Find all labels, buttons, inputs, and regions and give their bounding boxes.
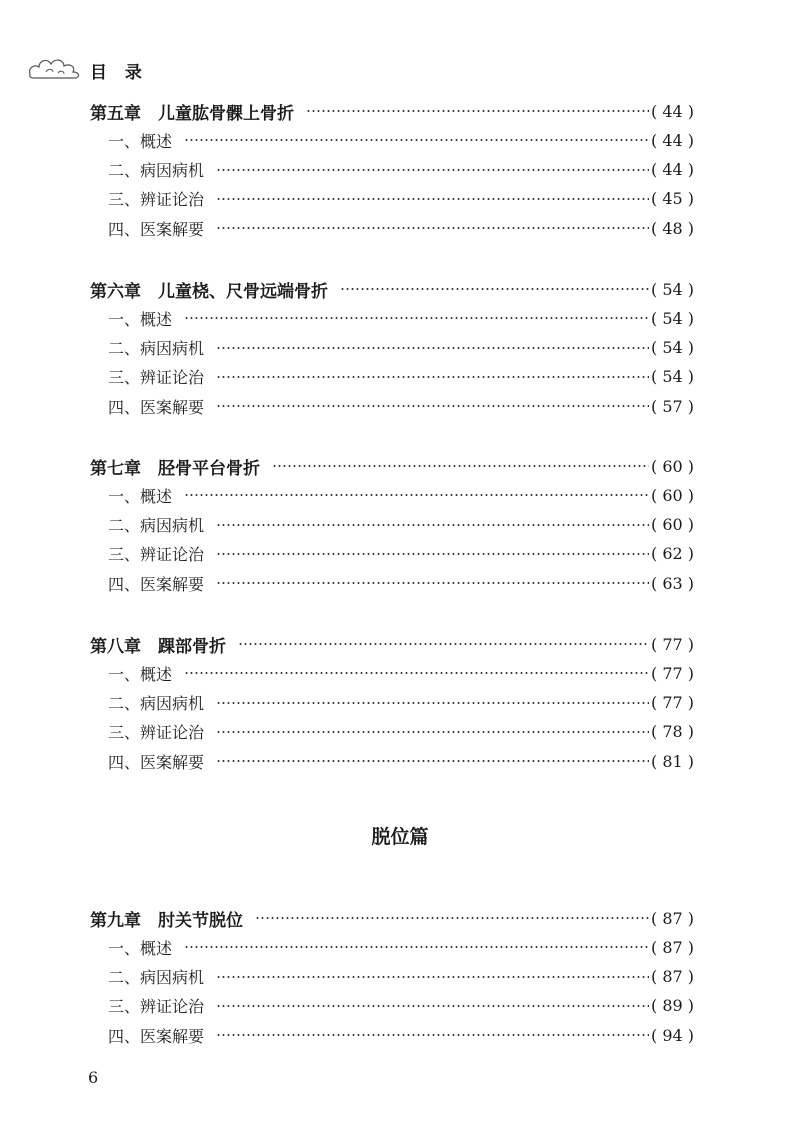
section-title: 一、概述	[108, 938, 173, 958]
dot-leader	[216, 227, 649, 229]
dot-leader	[216, 524, 649, 526]
page-number: 6	[88, 1068, 99, 1087]
dot-leader	[216, 347, 649, 349]
section-title: 二、病因病机	[108, 339, 205, 359]
page-ref: ( 94 )	[650, 1025, 694, 1045]
dot-leader	[216, 553, 649, 555]
page-ref: ( 78 )	[650, 722, 694, 742]
page-ref: ( 63 )	[650, 573, 694, 593]
page-ref: ( 87 )	[650, 937, 694, 957]
dot-leader	[184, 672, 649, 674]
section-title: 四、医案解要	[108, 1026, 205, 1046]
dot-leader	[184, 946, 649, 948]
section-entry[interactable]	[90, 540, 694, 568]
chapter-title: 第八章 踝部骨折	[90, 636, 226, 657]
chapter-title: 第六章 儿童桡、尺骨远端骨折	[90, 281, 328, 302]
cloud-ornament-icon	[26, 52, 86, 82]
chapter-entry[interactable]	[90, 630, 694, 658]
dot-leader	[216, 1005, 649, 1007]
section-entry[interactable]	[90, 214, 694, 242]
section-entry[interactable]	[90, 363, 694, 391]
section-entry[interactable]	[90, 933, 694, 961]
page-ref: ( 77 )	[650, 693, 694, 713]
section-title: 二、病因病机	[108, 516, 205, 536]
dot-leader	[216, 198, 649, 200]
dot-leader	[255, 917, 649, 919]
page-ref: ( 44 )	[650, 101, 694, 121]
dot-leader	[306, 110, 649, 112]
section-entry[interactable]	[90, 992, 694, 1020]
section-title: 二、病因病机	[108, 161, 205, 181]
page-ref: ( 54 )	[650, 367, 694, 387]
section-entry[interactable]	[90, 659, 694, 687]
section-entry[interactable]	[90, 126, 694, 154]
section-title: 二、病因病机	[108, 968, 205, 988]
dot-leader	[184, 494, 649, 496]
section-title: 一、概述	[108, 309, 173, 329]
section-entry[interactable]	[90, 718, 694, 746]
page-ref: ( 44 )	[650, 160, 694, 180]
page-ref: ( 60 )	[650, 515, 694, 535]
dot-leader	[216, 702, 649, 704]
chapter-entry[interactable]	[90, 97, 694, 125]
section-entry[interactable]	[90, 334, 694, 362]
part-title: 脱位篇	[371, 826, 429, 848]
section-entry[interactable]	[90, 185, 694, 213]
chapter-entry[interactable]	[90, 904, 694, 932]
page-ref: ( 54 )	[650, 279, 694, 299]
page-ref: ( 45 )	[650, 189, 694, 209]
section-title: 一、概述	[108, 664, 173, 684]
section-entry[interactable]	[90, 1021, 694, 1049]
header-title: 目 录	[90, 63, 148, 83]
section-title: 四、医案解要	[108, 752, 205, 772]
dot-leader	[340, 288, 649, 290]
page-ref: ( 89 )	[650, 996, 694, 1016]
chapter-title: 第五章 儿童肱骨髁上骨折	[90, 103, 294, 124]
dot-leader	[272, 465, 649, 467]
dot-leader	[238, 643, 649, 645]
dot-leader	[216, 976, 649, 978]
section-title: 三、辨证论治	[108, 723, 205, 743]
chapter-entry[interactable]	[90, 275, 694, 303]
running-header	[26, 50, 226, 86]
section-title: 四、医案解要	[108, 574, 205, 594]
dot-leader	[216, 760, 649, 762]
page-ref: ( 87 )	[650, 908, 694, 928]
section-title: 二、病因病机	[108, 694, 205, 714]
section-entry[interactable]	[90, 569, 694, 597]
dot-leader	[216, 169, 649, 171]
chapter-entry[interactable]	[90, 452, 694, 480]
dot-leader	[216, 1034, 649, 1036]
section-title: 四、医案解要	[108, 219, 205, 239]
chapter-title: 第九章 肘关节脱位	[90, 910, 243, 931]
page-ref: ( 60 )	[650, 456, 694, 476]
section-title: 一、概述	[108, 131, 173, 151]
section-title: 三、辨证论治	[108, 545, 205, 565]
section-entry[interactable]	[90, 511, 694, 539]
dot-leader	[184, 317, 649, 319]
dot-leader	[216, 731, 649, 733]
dot-leader	[216, 376, 649, 378]
page-ref: ( 44 )	[650, 130, 694, 150]
section-entry[interactable]	[90, 304, 694, 332]
section-title: 三、辨证论治	[108, 190, 205, 210]
section-title: 三、辨证论治	[108, 368, 205, 388]
page-ref: ( 77 )	[650, 663, 694, 683]
chapter-title: 第七章 胫骨平台骨折	[90, 458, 260, 479]
dot-leader	[216, 582, 649, 584]
dot-leader	[184, 139, 649, 141]
page-ref: ( 60 )	[650, 485, 694, 505]
section-entry[interactable]	[90, 392, 694, 420]
page-ref: ( 62 )	[650, 544, 694, 564]
section-entry[interactable]	[90, 156, 694, 184]
section-entry[interactable]	[90, 689, 694, 717]
section-entry[interactable]	[90, 963, 694, 991]
page-ref: ( 54 )	[650, 338, 694, 358]
page-ref: ( 81 )	[650, 751, 694, 771]
section-title: 一、概述	[108, 486, 173, 506]
page-ref: ( 54 )	[650, 308, 694, 328]
dot-leader	[216, 405, 649, 407]
page-ref: ( 77 )	[650, 634, 694, 654]
page-ref: ( 57 )	[650, 396, 694, 416]
section-entry[interactable]	[90, 747, 694, 775]
page-ref: ( 87 )	[650, 967, 694, 987]
section-title: 四、医案解要	[108, 397, 205, 417]
section-entry[interactable]	[90, 481, 694, 509]
page-ref: ( 48 )	[650, 218, 694, 238]
section-title: 三、辨证论治	[108, 997, 205, 1017]
